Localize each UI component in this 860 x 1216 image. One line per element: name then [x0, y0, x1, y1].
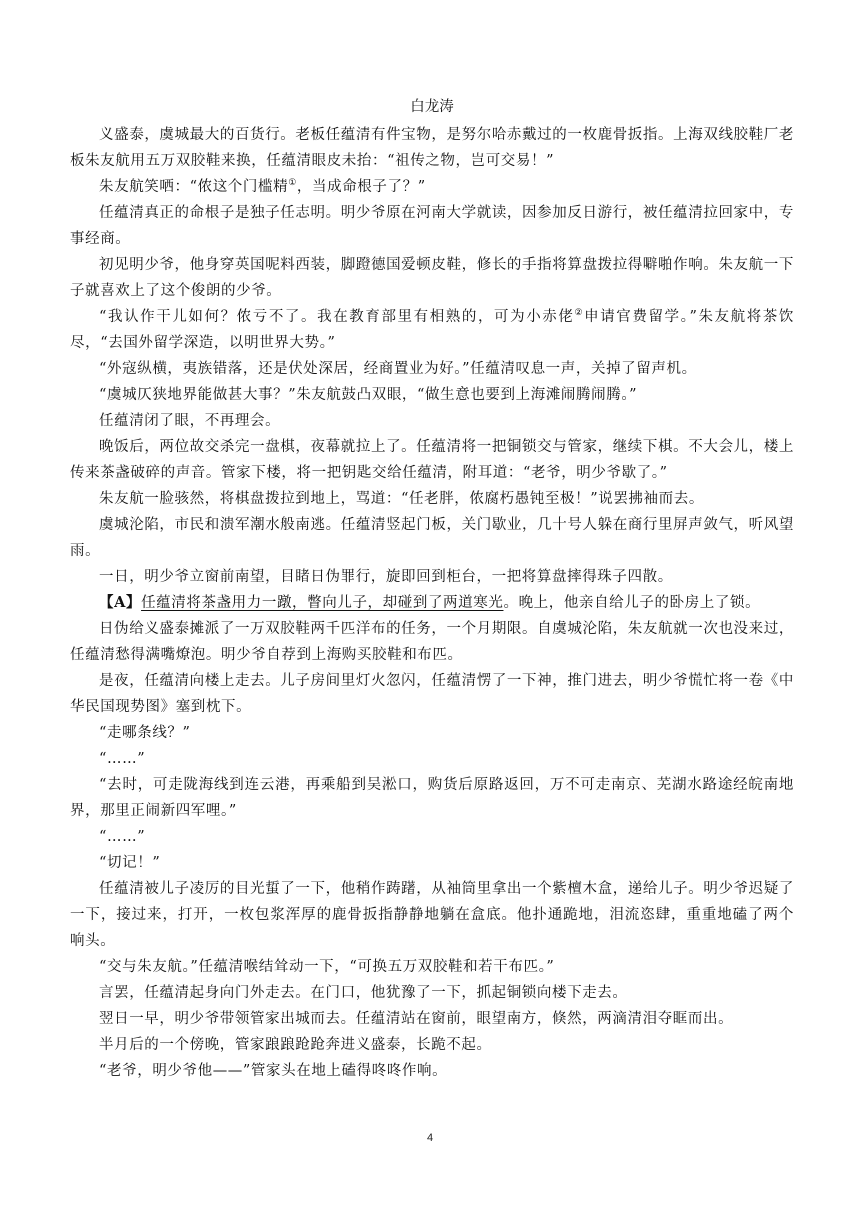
footnote-mark: ① — [288, 178, 297, 189]
paragraph — [70, 174, 794, 200]
paragraph: 晚饭后，两位故交杀完一盘棋，夜幕就拉上了。任蕴清将一把铜锁交与管家，继续下棋。不大会儿，楼上传来茶盏破碎的声音。管家下楼，将一把钥匙交给任蕴清，附耳道：“老爷，明少爷歇了。” — [70, 439, 794, 481]
paragraph-text: 朱友航笑哂：“侬这个门槛精 — [99, 179, 289, 195]
paragraph: 任蕴清被儿子凌厉的目光蜇了一下，他稍作踌躇，从袖筒里拿出一个紫檀木盒，递给儿子。明少爷迟疑了一下，接过来，打开，一枚包浆浑厚的鹿骨扳指静静地躺在盒底。他扑通跪地，泪流恣肆，重重地磕了两个响头。 — [70, 881, 794, 949]
paragraph: 一日，明少爷立窗前南望，目睹日伪罪行，旋即回到柜台，一把将算盘摔得珠子四散。 — [99, 569, 673, 585]
paragraph: “切记！” — [99, 855, 161, 871]
paragraph: 虞城沦陷，市民和溃军潮水般南逃。任蕴清竖起门板，关门歇业，几十号人躲在商行里屏声敛气，听风望雨。 — [70, 517, 794, 559]
paragraph: 日伪给义盛泰摊派了一万双胶鞋两千匹洋布的任务，一个月期限。自虞城沦陷，朱友航就一次也没来过，任蕴清愁得满嘴燎泡。明少爷自荐到上海购买胶鞋和布匹。 — [70, 621, 794, 663]
paragraph: “交与朱友航。”任蕴清喉结耸动一下，“可换五万双胶鞋和若干布匹。” — [99, 959, 555, 975]
paragraph: “老爷，明少爷他——”管家头在地上磕得咚咚作响。 — [99, 1063, 448, 1079]
question-label: 【A】 — [99, 594, 142, 611]
paragraph: 言罢，任蕴清起身向门外走去。在门口，他犹豫了一下，抓起铜锁向楼下走去。 — [99, 985, 628, 1001]
paragraph: 初见明少爷，他身穿英国呢料西装，脚蹬德国爱顿皮鞋，修长的手指将算盘拨拉得噼啪作响。朱友航一下子就喜欢上了这个俊朗的少爷。 — [70, 257, 794, 299]
paragraph: 是夜，任蕴清向楼上走去。儿子房间里灯火忽闪，任蕴清愣了一下神，推门进去，明少爷慌忙将一卷《中华民国现势图》塞到枕下。 — [70, 673, 794, 715]
paragraph: 朱友航一脸骇然，将棋盘拨拉到地上，骂道：“任老胖，侬腐朽愚钝至极！”说罢拂袖而去。 — [99, 491, 704, 507]
paragraph-text: ，当成命根子了？” — [296, 179, 426, 195]
paragraph: 任蕴清真正的命根子是独子任志明。明少爷原在河南大学就读，因参加反日游行，被任蕴清拉回家中，专事经商。 — [70, 205, 794, 247]
underlined-sentence: 任蕴清将茶盏用力一蹾，瞥向儿子，却碰到了两道寒光 — [141, 595, 504, 611]
paragraph: “走哪条线？” — [99, 725, 191, 741]
paragraph: 义盛泰，虞城最大的百货行。老板任蕴清有件宝物，是努尔哈赤戴过的一枚鹿骨扳指。上海双线胶鞋厂老板朱友航用五万双胶鞋来换，任蕴清眼皮未抬：“祖传之物，岂可交易！” — [70, 127, 794, 169]
paragraph-a — [70, 590, 794, 616]
paragraph — [70, 304, 794, 356]
paragraph: “外寇纵横，夷族错落，还是伏处深居，经商置业为好。”任蕴清叹息一声，关掉了留声机。 — [99, 361, 697, 377]
paragraph: 翌日一早，明少爷带领管家出城而去。任蕴清站在窗前，眼望南方，倏然，两滴清泪夺眶而出。 — [99, 1011, 734, 1027]
paragraph: “……” — [99, 829, 146, 845]
paragraph: 半月后的一个傍晚，管家踉踉跄跄奔进义盛泰，长跪不起。 — [99, 1037, 492, 1053]
author-name: 白龙涛 — [410, 99, 454, 115]
footnote-mark: ② — [574, 308, 585, 319]
paragraph: 任蕴清闭了眼，不再理会。 — [99, 413, 281, 429]
page-number: 4 — [426, 1132, 434, 1144]
paragraph: “虞城仄狭地界能做甚大事？”朱友航鼓凸双眼，“做生意也要到上海滩闹腾闹腾。” — [99, 387, 638, 403]
paragraph-text: 。晚上，他亲自给儿子的卧房上了锁。 — [503, 595, 761, 611]
paragraph: “去时，可走陇海线到连云港，再乘船到吴淞口，购货后原路返回，万不可走南京、芜湖水路途经皖南地界，那里正闹新四军哩。” — [70, 777, 794, 819]
paragraph-text: “我认作干儿如何？侬亏不了。我在教育部里有相熟的，可为小赤佬 — [99, 309, 575, 325]
article — [70, 94, 794, 1084]
paragraph: “……” — [99, 751, 146, 767]
paragraph-text: 申请官费留学。”朱友航将茶饮尽，“去国外留学深造，以明世界大势。” — [70, 309, 794, 351]
